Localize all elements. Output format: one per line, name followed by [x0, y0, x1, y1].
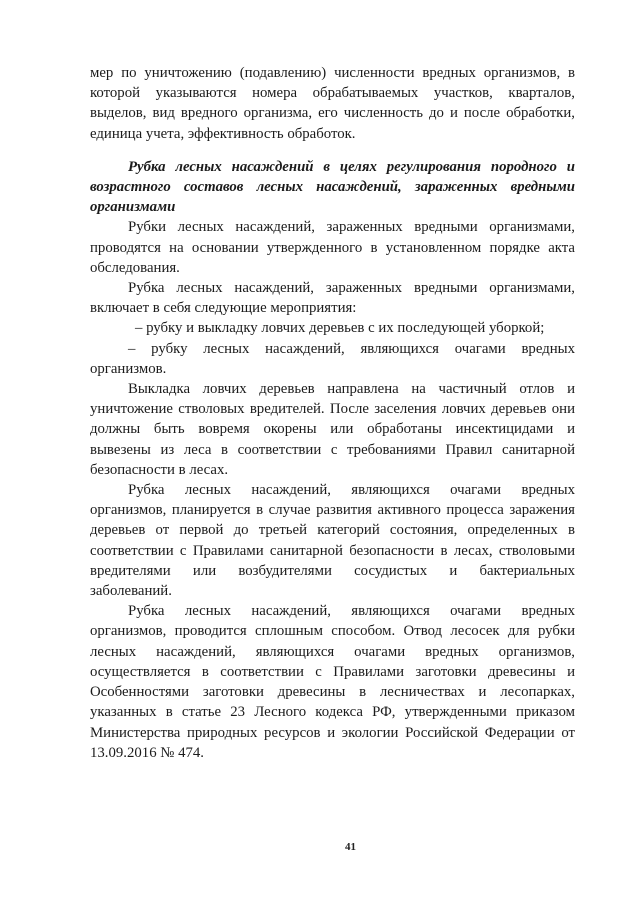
text-line: лесных насаждений, являющихся очагами вредных организмов,	[90, 643, 575, 660]
text-line: Министерства природных ресурсов и экологии Российской Федерации от	[90, 724, 575, 741]
text-line: включает в себя следующие мероприятия:	[90, 300, 357, 317]
heading-line: возрастного составов лесных насаждений, зараженных вредными	[90, 179, 575, 196]
paragraph	[90, 63, 575, 144]
list-item	[90, 339, 575, 379]
text-line: 13.09.2016 № 474.	[90, 744, 204, 761]
text-line: вывезены из леса в соответствии с требованиями Правил санитарной	[90, 441, 575, 458]
text-line: обследования.	[90, 259, 180, 276]
text-line: осуществляется в соответствии с Правилами заготовки древесины и	[90, 663, 575, 680]
text-line: Рубка лесных насаждений, являющихся очагами вредных	[128, 603, 575, 620]
text-line: Рубка лесных насаждений, зараженных вредными организмами,	[128, 280, 575, 297]
section-heading	[90, 157, 575, 218]
heading-line: организмами	[90, 199, 176, 216]
text-line: вредителями или возбудителями сосудистых и бактериальных	[90, 562, 575, 579]
text-line: организмов, проводится сплошным способом. Отвод лесосек для рубки	[90, 623, 575, 640]
paragraph	[90, 480, 575, 601]
text-line: организмов, планируется в случае развития активного процесса заражения	[90, 502, 575, 519]
text-line: должны быть вовремя окорены или обработаны инсектицидами и	[90, 421, 575, 438]
text-line: – рубку и выкладку ловчих деревьев с их последующей уборкой;	[135, 320, 545, 337]
paragraph	[90, 379, 575, 480]
paragraph	[90, 601, 575, 763]
text-line: Рубки лесных насаждений, зараженных вредными организмами,	[128, 219, 575, 236]
text-line: соответствии с Правилами санитарной безопасности в лесах, стволовыми	[90, 542, 575, 559]
text-line: указанных в статье 23 Лесного кодекса РФ, утвержденными приказом	[90, 704, 575, 721]
text-line: Особенностями заготовки древесины в лесничествах и лесопарках,	[90, 684, 575, 701]
text-line: проводятся на основании утвержденного в установленном порядке акта	[90, 239, 575, 256]
text-line: – рубку лесных насаждений, являющихся очагами вредных	[128, 340, 575, 357]
list-item	[90, 318, 575, 338]
text-line: безопасности в лесах.	[90, 461, 229, 478]
page-number: 41	[345, 841, 356, 853]
text-line: деревьев от первой до третьей категорий состояния, определенных в	[90, 522, 575, 539]
bullet-list	[90, 318, 575, 379]
text-line: Рубка лесных насаждений, являющихся очагами вредных	[128, 482, 575, 499]
heading-line: Рубка лесных насаждений в целях регулирования породного и	[128, 158, 575, 175]
text-line: мер по уничтожению (подавлению) численности вредных организмов, в	[90, 65, 575, 81]
paragraph	[90, 278, 575, 318]
text-line: Выкладка ловчих деревьев направлена на частичный отлов и	[128, 381, 575, 398]
page-body	[90, 63, 575, 763]
text-line: организмов.	[90, 360, 167, 377]
paragraph	[90, 217, 575, 278]
text-line: которой указываются номера обрабатываемых участков, кварталов,	[90, 85, 575, 102]
text-line: заболеваний.	[90, 583, 172, 600]
text-line: единица учета, эффективность обработок.	[90, 125, 356, 142]
text-line: выделов, вид вредного организма, его численность до и после обработки,	[90, 105, 575, 122]
text-line: уничтожение стволовых вредителей. После заселения ловчих деревьев они	[90, 401, 575, 418]
